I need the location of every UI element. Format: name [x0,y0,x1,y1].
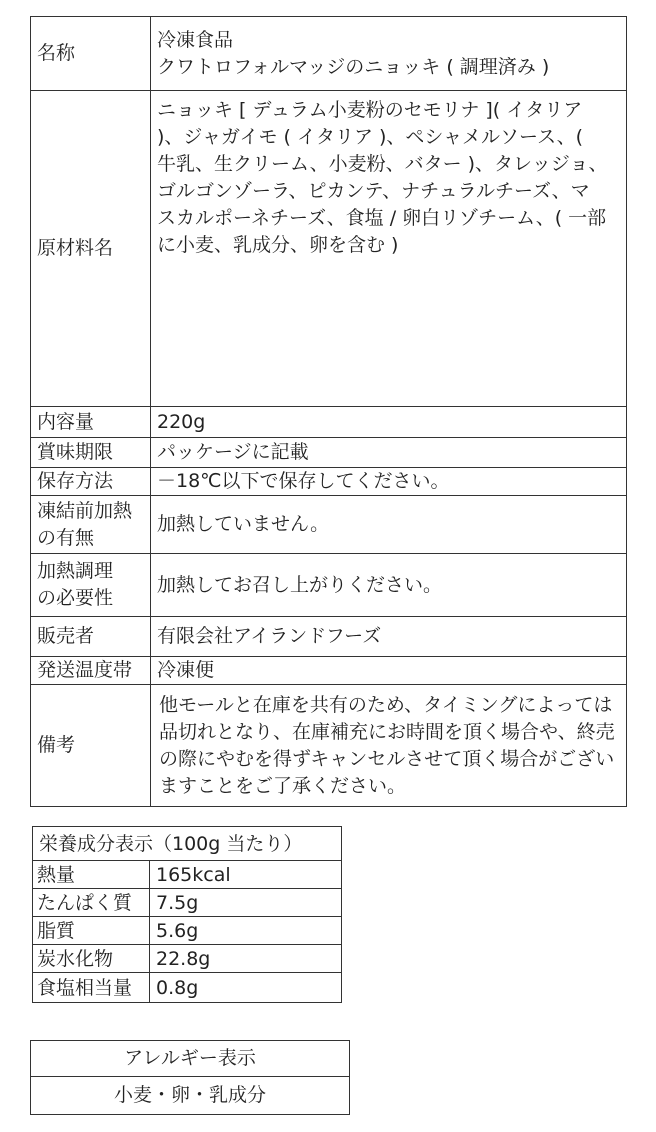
nutrition-label-carbs: 炭水化物 [33,945,150,973]
table-row [31,685,627,807]
nutrition-label-protein: たんぱく質 [33,889,150,917]
table-row [31,407,627,438]
table-row [31,617,627,657]
nutrition-value-salt: 0.8g [150,973,342,1003]
table-row [33,889,342,917]
row-value-content: 220g [151,407,627,438]
table-row [31,17,627,91]
row-label-shipping: 発送温度帯 [31,657,151,685]
row-label-remarks: 備考 [31,685,151,807]
row-value-shipping: 冷凍便 [151,657,627,685]
allergy-value: 小麦・卵・乳成分 [31,1077,350,1115]
nutrition-label-fat: 脂質 [33,917,150,945]
table-row [33,827,342,861]
nutrition-title: 栄養成分表示（100g 当たり） [33,827,342,861]
row-label-storage: 保存方法 [31,468,151,496]
table-row [31,91,627,407]
row-value-preheat: 加熱していません。 [151,496,627,554]
nutrition-value-carbs: 22.8g [150,945,342,973]
row-value-cooking: 加熱してお召し上がりください。 [151,554,627,617]
table-row [33,945,342,973]
nutrition-table [32,826,342,1003]
row-label-ingredients: 原材料名 [31,91,151,407]
row-label-cooking: 加熱調理 の必要性 [31,554,151,617]
row-label-content: 内容量 [31,407,151,438]
table-row [33,917,342,945]
table-row [31,438,627,468]
table-row [33,973,342,1003]
allergy-table [30,1040,350,1115]
table-row [33,861,342,889]
nutrition-value-energy: 165kcal [150,861,342,889]
row-value-remarks: 他モールと在庫を共有のため、タイミングによっては品切れとなり、在庫補充にお時間を頂く場合や、終売の際にやむを得ずキャンセルさせて頂く場合がございますことをご了承ください。 [151,685,627,807]
table-row [31,1077,350,1115]
row-value-expiry: パッケージに記載 [151,438,627,468]
row-value-seller: 有限会社アイランドフーズ [151,617,627,657]
allergy-title: アレルギー表示 [31,1041,350,1077]
table-row [31,1041,350,1077]
nutrition-label-energy: 熱量 [33,861,150,889]
product-info-table [30,16,627,807]
row-value-name: 冷凍食品 クワトロフォルマッジのニョッキ ( 調理済み ) [151,17,627,91]
table-row [31,468,627,496]
row-value-ingredients: ニョッキ [ デュラム小麦粉のセモリナ ]( イタリア )、ジャガイモ ( イタリア )、ペシャメルソース、( 牛乳、生クリーム、小麦粉、バター )、タレッジョ、ゴルゴンゾーラ、ピカンテ、ナチュラルチーズ、マスカルポーネチーズ、食塩 / 卵白リゾチーム、( 一部に小麦、乳成分、卵を含む ) [151,91,627,407]
nutrition-value-protein: 7.5g [150,889,342,917]
table-row [31,554,627,617]
row-label-expiry: 賞味期限 [31,438,151,468]
table-row [31,496,627,554]
row-label-seller: 販売者 [31,617,151,657]
nutrition-value-fat: 5.6g [150,917,342,945]
nutrition-label-salt: 食塩相当量 [33,973,150,1003]
row-label-preheat: 凍結前加熱 の有無 [31,496,151,554]
table-row [31,657,627,685]
row-label-name: 名称 [31,17,151,91]
row-value-storage: －18℃以下で保存してください。 [151,468,627,496]
